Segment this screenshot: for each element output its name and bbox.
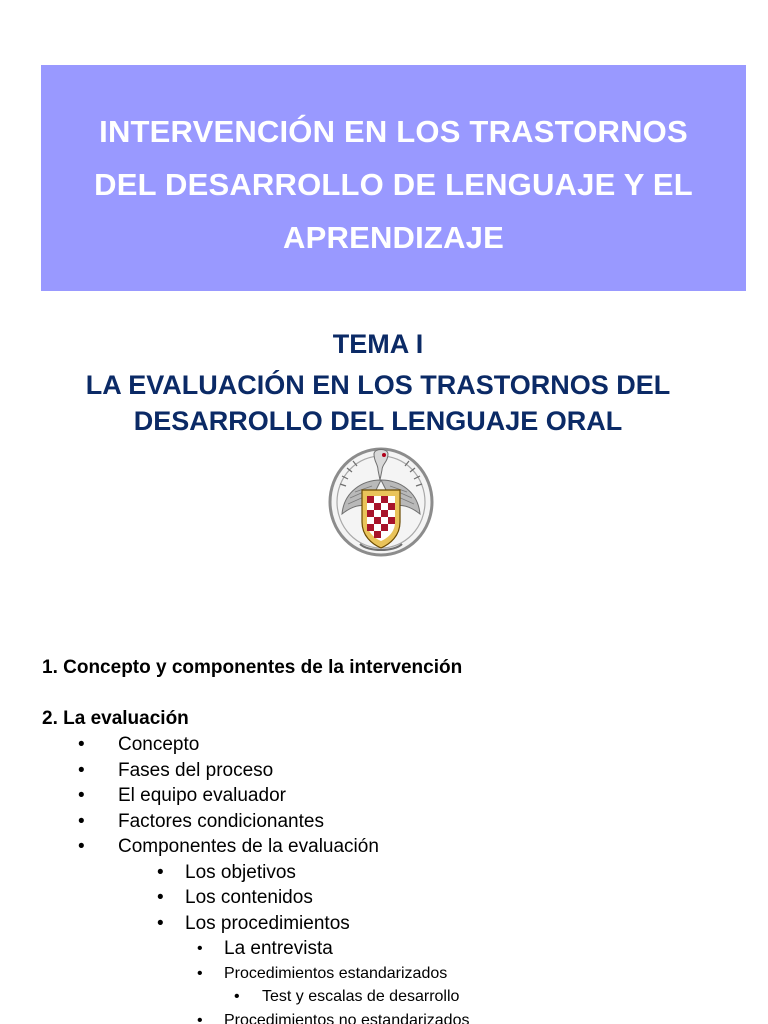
components-list xyxy=(118,860,742,1024)
bullet: • xyxy=(78,785,85,806)
bullet: • xyxy=(78,810,85,832)
evaluation-list xyxy=(42,732,742,1024)
topic-title-line-1: LA EVALUACIÓN EN LOS TRASTORNOS DEL xyxy=(85,370,671,400)
list-item xyxy=(42,732,742,758)
bullet: • xyxy=(157,861,164,883)
list-item-label: Fases del proceso xyxy=(118,759,274,781)
list-item-label: Procedimientos estandarizados xyxy=(224,964,448,982)
list-item-label: Los contenidos xyxy=(185,887,313,908)
course-title xyxy=(41,105,746,264)
topic-number: TEMA I xyxy=(332,329,424,359)
bullet: • xyxy=(197,1011,203,1024)
bullet: • xyxy=(78,759,85,781)
bullet: • xyxy=(234,987,240,1005)
course-title-line-1: INTERVENCIÓN EN LOS TRASTORNOS xyxy=(99,114,688,149)
list-item-label: Los objetivos xyxy=(185,861,296,883)
list-item-label: Concepto xyxy=(118,734,200,755)
list-item xyxy=(185,962,742,1009)
list-item-label: Procedimientos no estandarizados xyxy=(224,1011,470,1024)
topic-title xyxy=(0,367,756,439)
title-banner xyxy=(41,65,746,291)
list-item xyxy=(185,1009,742,1024)
list-item-label: Componentes de la evaluación xyxy=(118,836,379,857)
procedures-list xyxy=(185,936,742,1024)
section-1-heading: 1. Concepto y componentes de la intervención xyxy=(42,657,463,678)
list-item xyxy=(185,936,742,962)
course-title-line-2: DEL DESARROLLO DE LENGUAJE Y EL xyxy=(94,167,693,202)
bullet: • xyxy=(157,887,164,908)
list-item-label: Factores condicionantes xyxy=(118,810,324,832)
bullet: • xyxy=(78,836,85,857)
university-seal-icon xyxy=(322,440,440,562)
standardized-list xyxy=(224,985,742,1009)
list-item xyxy=(42,809,742,835)
list-item xyxy=(118,911,742,1024)
list-item-label: Test y escalas de desarrollo xyxy=(262,987,460,1005)
topic-title-line-2: DESARROLLO DEL LENGUAJE ORAL xyxy=(133,406,623,436)
list-item xyxy=(118,860,742,886)
bullet: • xyxy=(197,940,203,957)
section-2-heading: 2. La evaluación xyxy=(42,708,189,729)
list-item xyxy=(42,783,742,809)
list-item xyxy=(118,885,742,911)
bullet: • xyxy=(197,964,203,982)
list-item xyxy=(42,834,742,1024)
list-item-label: La entrevista xyxy=(224,938,333,959)
bullet: • xyxy=(78,734,85,755)
course-title-line-3: APRENDIZAJE xyxy=(283,220,504,255)
list-item xyxy=(42,758,742,784)
bullet: • xyxy=(157,912,164,934)
list-item xyxy=(224,985,742,1009)
list-item-label: Los procedimientos xyxy=(185,912,350,934)
list-item-label: El equipo evaluador xyxy=(118,785,286,806)
topic-outline xyxy=(42,655,742,1024)
